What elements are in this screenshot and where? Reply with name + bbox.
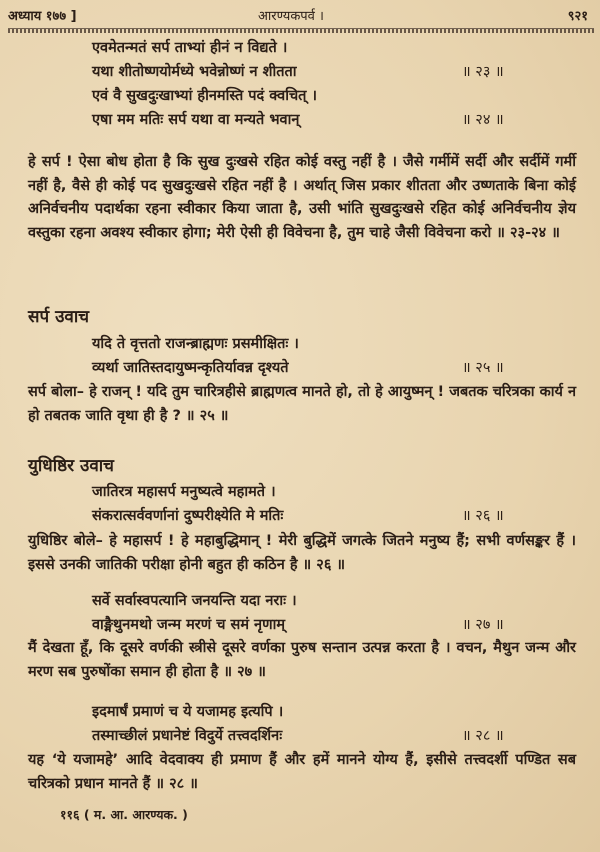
- verse-text: एषा मम मतिः सर्प यथा वा मन्यते भवान्: [92, 112, 300, 128]
- verse-line: [92, 724, 532, 748]
- verse-number: ॥ २६ ॥: [462, 508, 504, 524]
- verse-text: तस्माच्छीलं प्रधानेष्टं विदुर्ये तत्त्वदर्शिनः: [92, 728, 283, 744]
- verse-number: ॥ २५ ॥: [462, 360, 504, 376]
- speaker-heading: युधिष्ठिर उवाच: [28, 456, 114, 476]
- verse-text: एवं वै सुखदुःखाभ्यां हीनमस्ति पदं क्वचित् ।: [92, 88, 317, 104]
- verse-line: [92, 480, 532, 504]
- translation-27: मैं देखता हूँ, कि दूसरे वर्णकी स्त्रीसे दूसरे वर्णका पुरुष सन्तान उत्पन्न करता है । वचन, मैथुन जन्म और मरण सब पुरुषोंका समान ही होता है ॥ २७ ॥: [28, 640, 576, 680]
- verse-text: इदमार्षं प्रमाणं च ये यजामह इत्यपि ।: [92, 704, 284, 720]
- verse-number: [462, 700, 532, 724]
- chapter-label: अध्याय १७७ ]: [8, 9, 77, 24]
- verse-number: ॥ २८ ॥: [462, 728, 504, 744]
- translation-25: सर्प बोला– हे राजन् ! यदि तुम चारित्रहीसे ब्राह्मणत्व मानते हो, तो हे आयुष्मन् ! जबतक चरित्रका कार्य न हो तबतक जाति वृथा ही है ? ॥ २५ ॥: [28, 384, 576, 424]
- verse-number: ॥ २७ ॥: [462, 617, 504, 633]
- speaker-heading: सर्प उवाच: [28, 307, 90, 327]
- verse-block-28: [92, 700, 532, 748]
- verse-text: यथा शीतोष्णयोर्मध्ये भवेन्नोष्णं न शीतता: [92, 64, 297, 80]
- verse-block-25: [92, 332, 532, 380]
- verse-line: [92, 700, 532, 724]
- page-number: ९२१: [567, 9, 588, 24]
- verse-block-23-24: [92, 36, 532, 132]
- verse-text: एवमेतन्मतं सर्प ताभ्यां हीनं न विद्यते ।: [92, 40, 288, 56]
- verse-text: संकरात्सर्ववर्णानां दुष्परीक्ष्येति मे मतिः: [92, 508, 284, 524]
- verse-line: [92, 589, 532, 613]
- verse-text: वाङ्मैथुनमथो जन्म मरणं च समं नृणाम्: [92, 617, 286, 633]
- running-title: आरण्यकपर्व ।: [258, 9, 324, 24]
- verse-number: ॥ २४ ॥: [462, 112, 504, 128]
- verse-number: [462, 36, 532, 60]
- translation-26: युधिष्ठिर बोले– हे महासर्प ! हे महाबुद्धिमान् ! मेरी बुद्धिमें जगत्के जितने मनुष्य हैं; सभी वर्णसङ्कर हैं । इससे उनकी जातिकी परीक्षा होनी बहुत ही कठिन है ॥ २६ ॥: [28, 533, 576, 573]
- header-rule: [8, 28, 594, 33]
- verse-block-27: [92, 589, 532, 637]
- signature-footer: ११६ ( म. आ. आरण्यक. ): [60, 807, 188, 822]
- verse-text: व्यर्था जातिस्तदायुष्मन्कृतिर्यावन्न दृश्यते: [92, 360, 289, 376]
- verse-number: [462, 332, 532, 356]
- verse-line: [92, 36, 532, 60]
- verse-number: [462, 480, 532, 504]
- verse-text: यदि ते वृत्ततो राजन्ब्राह्मणः प्रसमीक्षितः ।: [92, 336, 299, 352]
- verse-number: [462, 589, 532, 613]
- verse-block-26: [92, 480, 532, 528]
- translation-23-24: हे सर्प ! ऐसा बोध होता है कि सुख दुःखसे रहित कोई वस्तु नहीं है । जैसे गर्मीमें सर्दी और सर्दीमें गर्मी नहीं है, वैसे ही कोई पद सुखदुःखसे रहित नहीं है । अर्थात् जिस प्रकार शीतता और उष्णताके बिना कोई अनिर्वचनीय पदार्थका रहना स्वीकार किया जाता है, उसी भांति सुखदुःखसे रहित कोई अनिर्वचनीय ज्ञेय वस्तुका रहना अवश्य स्वीकार होगा; मेरी ऐसी ही विवेचना है, तुम चाहे जैसी विवेचना करो ॥ २३-२४ ॥: [28, 154, 576, 241]
- verse-line: [92, 108, 532, 132]
- translation-28: यह ‘ये यजामहे’ आदि वेदवाक्य ही प्रमाण हैं और हमें मानने योग्य हैं, इसीसे तत्त्वदर्शी पण्डित सब चरित्रको प्रधान मानते हैं ॥ २८ ॥: [28, 752, 576, 792]
- verse-line: [92, 332, 532, 356]
- verse-number: [462, 84, 532, 108]
- verse-text: सर्वे सर्वास्वपत्यानि जनयन्ति यदा नराः ।: [92, 593, 297, 609]
- verse-line: [92, 356, 532, 380]
- verse-line: [92, 613, 532, 637]
- verse-text: जातिरत्र महासर्प मनुष्यत्वे महामते ।: [92, 484, 276, 500]
- verse-line: [92, 60, 532, 84]
- verse-line: [92, 84, 532, 108]
- verse-number: ॥ २३ ॥: [462, 64, 504, 80]
- verse-line: [92, 504, 532, 528]
